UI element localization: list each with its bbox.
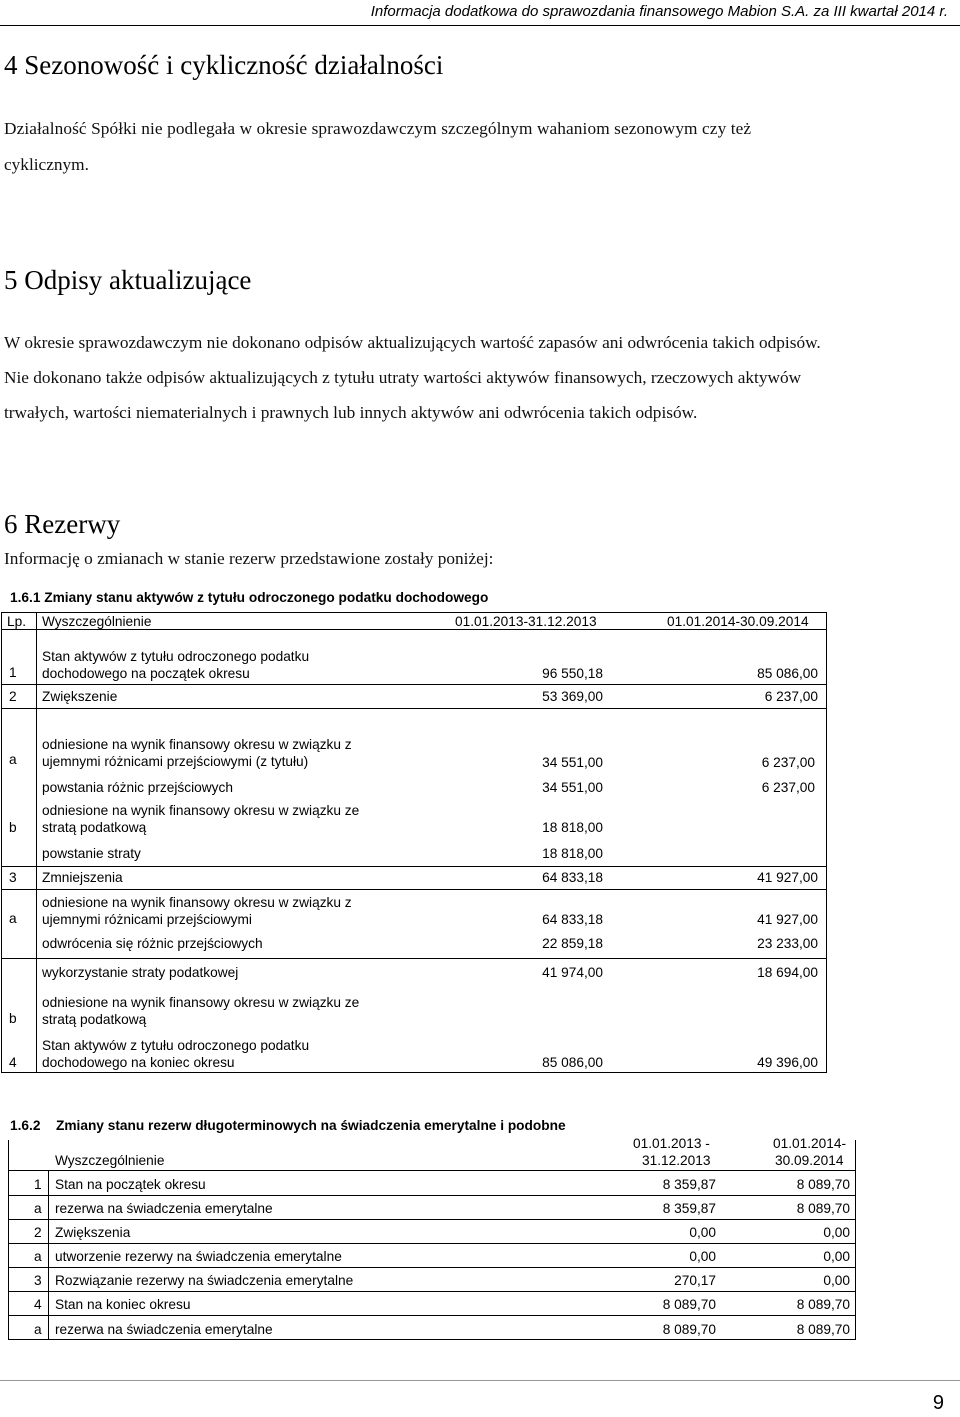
section-6-intro: Informację o zmianach w stanie rezerw przedstawione zostały poniżej: xyxy=(4,549,494,568)
section-5-paragraph-line2: Nie dokonano także odpisów aktualizujących z tytułu utraty wartości aktywów finansowych, rzeczowych aktywów xyxy=(4,368,802,387)
section-5-paragraph-line3: trwałych, wartości niematerialnych i prawnych lub innych aktywów ani odwrócenia takich odpisów. xyxy=(4,403,698,422)
table-row-lp: 2 xyxy=(34,1225,42,1240)
table-cell-description: Rozwiązanie rezerwy na świadczenia emerytalne xyxy=(55,1273,354,1288)
table-cell-description: Stan na koniec okresu xyxy=(55,1297,191,1312)
table-cell-value-2014: 85 086,00 xyxy=(757,666,818,681)
table-cell-value-2014: 49 396,00 xyxy=(757,1055,818,1070)
table-row-lp: a xyxy=(34,1201,42,1216)
table-cell-value-2013: 8 359,87 xyxy=(662,1201,716,1216)
table-row-lp: 3 xyxy=(34,1273,42,1288)
table-cell-value-2013: 53 369,00 xyxy=(542,689,603,704)
table-cell-description: dochodowego na koniec okresu xyxy=(42,1055,235,1070)
table1-header-period-2014: 01.01.2014-30.09.2014 xyxy=(667,614,809,629)
table-cell-description: utworzenie rezerwy na świadczenia emerytalne xyxy=(55,1249,342,1264)
table-row-divider xyxy=(8,1291,856,1292)
table-cell-value-2013: 41 974,00 xyxy=(542,965,603,980)
table2-header-period-2013-start: 01.01.2013 - xyxy=(633,1136,710,1151)
table-row-lp: 4 xyxy=(9,1055,17,1070)
table-cell-value-2014: 6 237,00 xyxy=(761,755,815,770)
table-cell-value-2013: 0,00 xyxy=(689,1249,716,1264)
table-row-lp: 1 xyxy=(34,1177,42,1192)
table-cell-value-2014: 8 089,70 xyxy=(796,1322,850,1337)
table-cell-value-2013: 34 551,00 xyxy=(542,780,603,795)
table-cell-value-2014: 0,00 xyxy=(823,1273,850,1288)
table-cell-value-2014: 41 927,00 xyxy=(757,912,818,927)
table-cell-description: odniesione na wynik finansowy okresu w związku z xyxy=(42,895,352,910)
table-row-divider xyxy=(8,1267,856,1268)
section-6-heading: 6 Rezerwy xyxy=(4,509,121,539)
table1-title: 1.6.1 Zmiany stanu aktywów z tytułu odroczonego podatku dochodowego xyxy=(10,590,489,605)
table-row-divider xyxy=(8,1195,856,1196)
table-cell-description: odniesione na wynik finansowy okresu w związku z xyxy=(42,737,352,752)
table-row-lp: a xyxy=(9,911,17,926)
table-cell-value-2013: 64 833,18 xyxy=(542,870,603,885)
table-row-lp: b xyxy=(9,820,17,835)
table-cell-description: odniesione na wynik finansowy okresu w związku ze xyxy=(42,995,360,1010)
table-row-lp: 3 xyxy=(9,870,17,885)
table-cell-description: ujemnymi różnicami przejściowymi xyxy=(42,912,252,927)
table-cell-value-2014: 8 089,70 xyxy=(796,1201,850,1216)
table-cell-value-2013: 85 086,00 xyxy=(542,1055,603,1070)
section-4-heading: 4 Sezonowość i cykliczność działalności xyxy=(4,50,444,80)
table-cell-value-2013: 270,17 xyxy=(674,1273,716,1288)
table-cell-value-2013: 22 859,18 xyxy=(542,936,603,951)
table-cell-value-2014: 6 237,00 xyxy=(764,689,818,704)
table-cell-description: Zwiększenie xyxy=(42,689,118,704)
table-row-divider xyxy=(8,1243,856,1244)
table-cell-description: rezerwa na świadczenia emerytalne xyxy=(55,1201,273,1216)
header-rule xyxy=(0,25,960,26)
table-cell-description: dochodowego na początek okresu xyxy=(42,666,250,681)
table-cell-value-2014: 41 927,00 xyxy=(757,870,818,885)
page-number: 9 xyxy=(932,1392,944,1414)
table1-header-period-2013: 01.01.2013-31.12.2013 xyxy=(455,614,597,629)
table-row-divider xyxy=(8,1315,856,1316)
table-cell-value-2014: 18 694,00 xyxy=(757,965,818,980)
table-cell-description: Zwiększenia xyxy=(55,1225,131,1240)
table2-title-number: 1.6.2 xyxy=(10,1118,41,1133)
table-row-lp: 2 xyxy=(9,689,17,704)
table2-header-period-2013-end: 31.12.2013 xyxy=(642,1153,711,1168)
table-cell-description: ujemnymi różnicami przejściowymi (z tytułu) xyxy=(42,754,309,769)
table-cell-value-2014: 6 237,00 xyxy=(761,780,815,795)
table1-header-lp: Lp. xyxy=(7,614,27,629)
section-4-paragraph-line1: Działalność Spółki nie podlegała w okresie sprawozdawczym szczególnym wahaniom sezonowym czy też xyxy=(4,119,752,138)
table-cell-description: Stan aktywów z tytułu odroczonego podatku xyxy=(42,1038,310,1053)
table-cell-value-2013: 64 833,18 xyxy=(542,912,603,927)
table-cell-description: stratą podatkową xyxy=(42,820,147,835)
table-cell-value-2013: 34 551,00 xyxy=(542,755,603,770)
table2-header-period-2014-end: 30.09.2014 xyxy=(775,1153,844,1168)
table-cell-description: Stan aktywów z tytułu odroczonego podatku xyxy=(42,649,310,664)
table-cell-value-2014: 0,00 xyxy=(823,1225,850,1240)
table-row-divider xyxy=(8,1219,856,1220)
table-row-lp: 1 xyxy=(9,665,17,680)
header-title: Informacja dodatkowa do sprawozdania finansowego Mabion S.A. za III kwartał 2014 r. xyxy=(370,3,948,20)
table-cell-value-2013: 0,00 xyxy=(689,1225,716,1240)
table-cell-description: wykorzystanie straty podatkowej xyxy=(42,965,239,980)
table1-header-description: Wyszczególnienie xyxy=(42,614,152,629)
table-row-lp: a xyxy=(34,1322,42,1337)
table-row-lp: 4 xyxy=(34,1297,42,1312)
table-cell-value-2014: 8 089,70 xyxy=(796,1177,850,1192)
table2-header-description: Wyszczególnienie xyxy=(55,1153,165,1168)
table-cell-description: odwrócenia się różnic przejściowych xyxy=(42,936,263,951)
section-4-paragraph-line2: cyklicznym. xyxy=(4,155,89,174)
table-cell-value-2014: 23 233,00 xyxy=(757,936,818,951)
section-5-heading: 5 Odpisy aktualizujące xyxy=(4,265,252,295)
table-cell-description: powstania różnic przejściowych xyxy=(42,780,233,795)
table-cell-value-2013: 8 089,70 xyxy=(662,1297,716,1312)
table-row-lp: a xyxy=(9,752,17,767)
table-row-lp: a xyxy=(34,1249,42,1264)
table2-header-period-2014-start: 01.01.2014- xyxy=(773,1136,847,1151)
table-cell-description: stratą podatkową xyxy=(42,1012,147,1027)
table-cell-value-2014: 8 089,70 xyxy=(796,1297,850,1312)
footer-rule xyxy=(0,1380,960,1381)
table-cell-value-2013: 8 089,70 xyxy=(662,1322,716,1337)
table-cell-value-2013: 8 359,87 xyxy=(662,1177,716,1192)
table-cell-value-2014: 0,00 xyxy=(823,1249,850,1264)
table-cell-value-2013: 96 550,18 xyxy=(542,666,603,681)
section-5-paragraph-line1: W okresie sprawozdawczym nie dokonano odpisów aktualizujących wartość zapasów ani odwrócenia takich odpisów. xyxy=(4,333,821,352)
table-cell-description: rezerwa na świadczenia emerytalne xyxy=(55,1322,273,1337)
table2-title: Zmiany stanu rezerw długoterminowych na świadczenia emerytalne i podobne xyxy=(56,1118,566,1133)
table-cell-description: powstanie straty xyxy=(42,846,141,861)
table-cell-value-2013: 18 818,00 xyxy=(542,820,603,835)
table-cell-description: odniesione na wynik finansowy okresu w związku ze xyxy=(42,803,360,818)
table-cell-description: Stan na początek okresu xyxy=(55,1177,206,1192)
table-cell-description: Zmniejszenia xyxy=(42,870,123,885)
table-cell-value-2013: 18 818,00 xyxy=(542,846,603,861)
table-row-lp: b xyxy=(9,1011,17,1026)
